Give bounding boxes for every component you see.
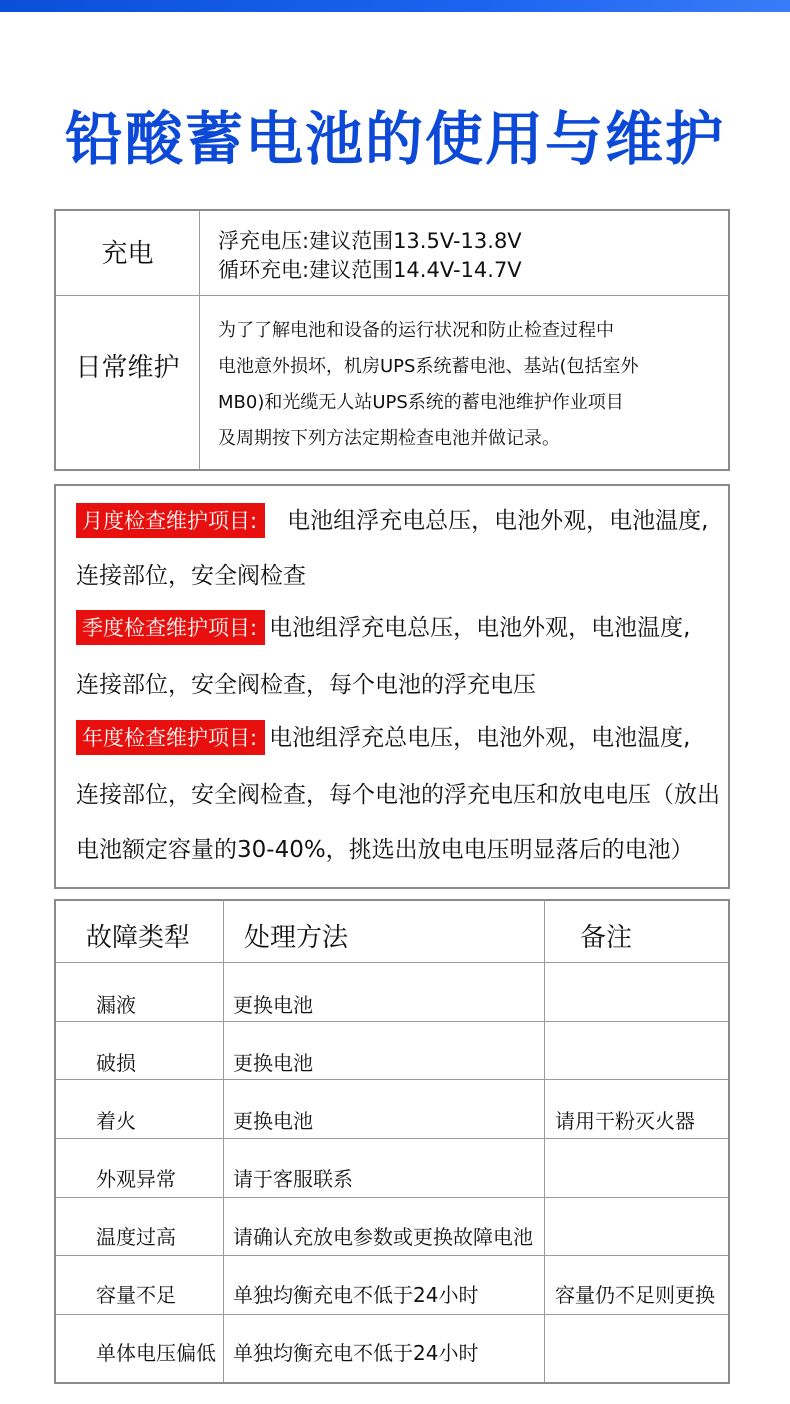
monthly-line-2: 连接部位，安全阀检查 [76,563,306,589]
daily-maintenance-row [56,295,728,469]
fault-method-cell: 更换电池 [233,1051,313,1075]
daily-line: MB0)和光缆无人站UPS系统的蓄电池维护作业项目 [218,392,624,413]
header-fault-type: 故障类犁 [86,923,191,953]
fault-method-cell: 请确认充放电参数或更换故障电池 [233,1225,533,1249]
inspection-items-box [54,484,730,889]
charging-text [218,227,522,285]
fault-type-cell: 单体电压偏低 [96,1341,216,1365]
monthly-tag: 月度检查维护项目: [76,503,265,538]
page-title: 铅酸蓄电池的使用与维护 [64,105,725,173]
header-method: 处理方法 [244,923,349,953]
row-divider [56,1138,728,1139]
monthly-text-1: 电池组浮充电总压，电池外观，电池温度, [287,508,709,534]
charging-header: 充电 [101,239,154,269]
fault-method-cell: 更换电池 [233,1109,313,1133]
daily-line: 为了了解电池和设备的运行状况和防止检查过程中 [218,320,614,341]
yearly-line-2: 连接部位，安全阀检查，每个电池的浮充电压和放电电压（放出 [76,782,720,808]
fault-method-cell: 单独均衡充电不低于24小时 [233,1341,479,1365]
daily-maintenance-text [218,313,718,457]
yearly-text-1: 电池组浮充总电压，电池外观，电池温度, [269,725,691,751]
fault-type-cell: 外观异常 [96,1167,176,1191]
yearly-line-1 [76,719,690,755]
quarterly-text-1: 电池组浮充电总压，电池外观，电池温度, [269,615,691,641]
row-divider [56,1021,728,1022]
row-divider [56,1255,728,1256]
column-divider [544,901,545,1382]
daily-maintenance-header: 日常维护 [75,353,180,383]
quarterly-line-2: 连接部位，安全阀检查，每个电池的浮充电压 [76,672,536,698]
fault-type-cell: 着火 [96,1109,136,1133]
row-divider [56,1314,728,1315]
fault-note-cell: 容量仍不足则更换 [555,1283,715,1307]
cycle-voltage-line: 循环充电:建议范围14.4V-14.7V [218,258,522,282]
daily-line: 及周期按下列方法定期检查电池并做记录。 [218,428,560,449]
top-accent-bar [0,0,790,12]
fault-note-cell: 请用干粉灭火器 [555,1109,695,1133]
charging-maintenance-table [54,209,730,471]
fault-type-cell: 漏液 [96,993,136,1017]
header-note: 备注 [580,923,633,953]
row-divider [56,1079,728,1080]
quarterly-tag: 季度检查维护项目: [76,610,265,645]
fault-method-cell: 请于客服联系 [233,1167,353,1191]
yearly-tag: 年度检查维护项目: [76,720,265,755]
fault-type-cell: 容量不足 [96,1283,176,1307]
yearly-line-3: 电池额定容量的30-40%，挑选出放电电压明显落后的电池） [76,837,694,863]
monthly-line-1 [76,502,708,538]
daily-line: 电池意外损坏，机房UPS系统蓄电池、基站(包括室外 [218,356,639,377]
charging-row [56,211,728,296]
fault-type-cell: 破损 [96,1051,136,1075]
quarterly-line-1 [76,609,690,645]
row-divider [56,1197,728,1198]
fault-table [54,899,730,1384]
row-divider [56,962,728,963]
column-divider [223,901,224,1382]
fault-method-cell: 单独均衡充电不低于24小时 [233,1283,479,1307]
float-voltage-line: 浮充电压:建议范围13.5V-13.8V [218,229,522,253]
fault-method-cell: 更换电池 [233,993,313,1017]
fault-type-cell: 温度过高 [96,1225,176,1249]
